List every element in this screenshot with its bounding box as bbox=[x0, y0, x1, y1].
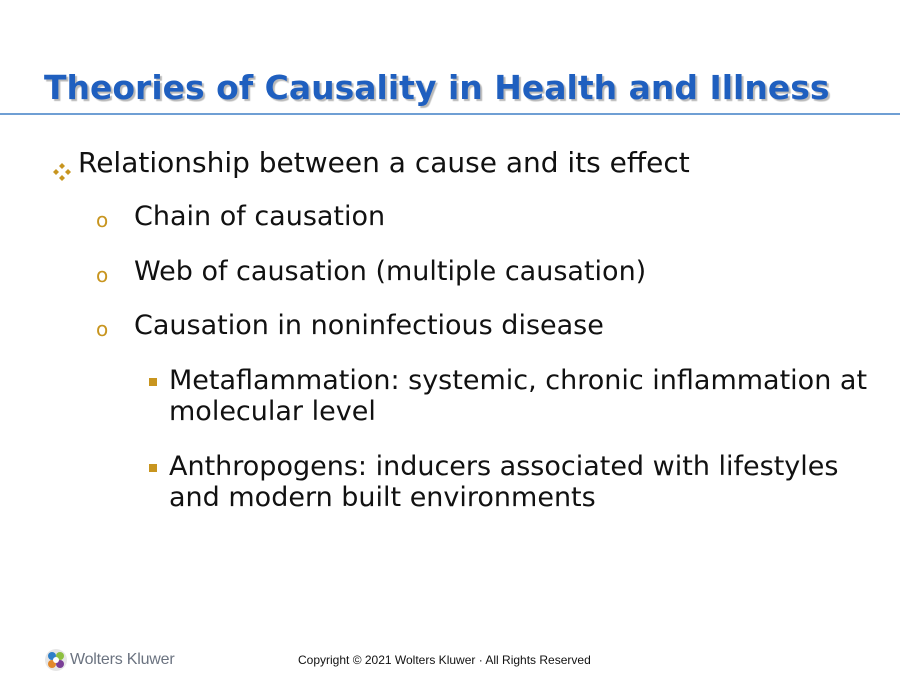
logo-mark-icon bbox=[44, 648, 68, 672]
circle-bullet: o bbox=[96, 263, 109, 287]
copyright-notice: Copyright © 2021 Wolters Kluwer · All Rights Reserved bbox=[298, 653, 591, 667]
bullet-level3 bbox=[149, 365, 869, 427]
logo-text: Wolters Kluwer bbox=[70, 651, 175, 668]
bullet-text: Causation in noninfectious disease bbox=[134, 310, 604, 341]
diamond-cluster-icon bbox=[52, 155, 78, 189]
wolters-kluwer-logo bbox=[44, 647, 175, 673]
bullet-text: Relationship between a cause and its effect bbox=[78, 146, 690, 179]
circle-bullet: o bbox=[96, 317, 109, 341]
bullet-level2 bbox=[96, 309, 604, 346]
bullet-text: Anthropogens: inducers associated with lifestyles and modern built environments bbox=[169, 451, 839, 513]
title-divider bbox=[0, 113, 900, 115]
bullet-text: Web of causation (multiple causation) bbox=[134, 256, 647, 287]
bullet-text: Chain of causation bbox=[134, 201, 386, 232]
bullet-level1 bbox=[52, 146, 690, 189]
bullet-level2 bbox=[96, 255, 646, 292]
slide-title: Theories of Causality in Health and Illness bbox=[44, 68, 830, 107]
bullet-level3 bbox=[149, 451, 869, 513]
bullet-level2 bbox=[96, 200, 385, 237]
bullet-text: Metaflammation: systemic, chronic inflammation at molecular level bbox=[169, 365, 868, 427]
square-bullet-icon bbox=[149, 378, 157, 386]
circle-bullet: o bbox=[96, 208, 109, 232]
square-bullet-icon bbox=[149, 464, 157, 472]
